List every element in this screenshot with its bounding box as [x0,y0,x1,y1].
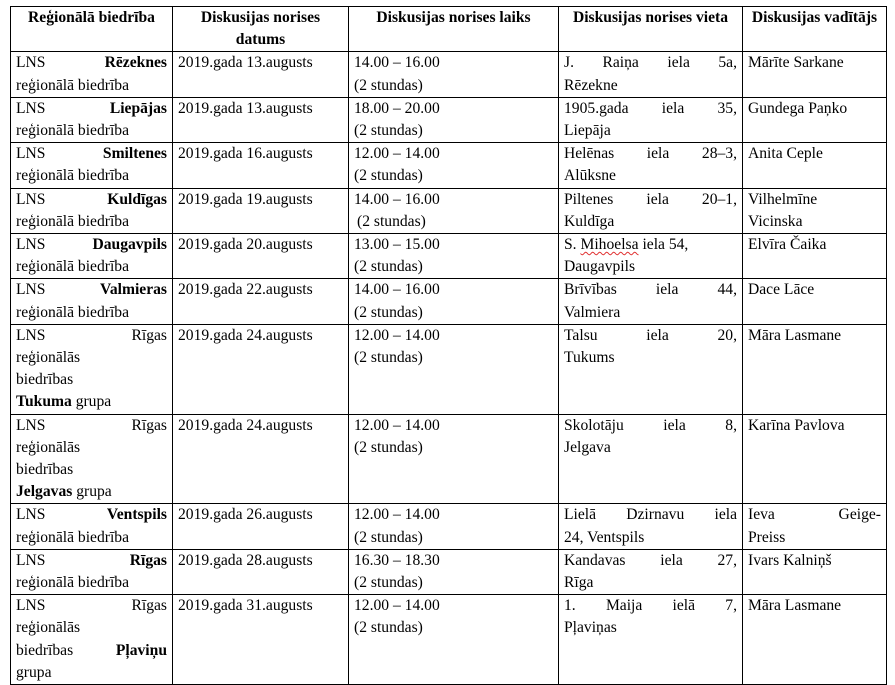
region-cell [11,188,173,233]
date-cell: 2019.gada 31.augusts [173,595,349,685]
region-name: Smiltenes [102,145,167,163]
region-line-1 [16,595,167,617]
table-header [11,7,887,52]
place-cell [559,188,743,233]
date-cell: 2019.gada 22.augusts [173,279,349,324]
place-cell [559,279,743,324]
table-row [11,414,887,504]
place-line-2: Rēzekne [564,76,618,94]
region-tail: grupa [76,483,112,501]
place-line-2: Liepāja [564,122,611,140]
region-name: Pļaviņu [115,641,167,659]
table-row [11,595,887,685]
place-line-1: Talsu iela 20, [564,326,737,344]
place-street-number: iela 54, [642,236,689,254]
time-range: 14.00 – 16.00 [354,281,440,299]
region-line-1 [16,550,167,572]
region-prefix: LNS [16,506,46,524]
region-line-1 [16,279,167,301]
region-cell [11,595,173,685]
leader-cell: Māra Lasmane [743,595,887,685]
time-cell [349,234,559,279]
header-time: Diskusijas norises laiks [349,7,559,52]
region-suffix: reģionālā biedrība [16,258,130,276]
table-body [11,52,887,685]
time-range: 12.00 – 14.00 [354,506,440,524]
region-parent: Rīgas [131,597,167,615]
place-line-1: Lielā Dzirnavu iela [564,506,737,524]
region-biedribas: biedrības [16,641,74,659]
time-cell [349,188,559,233]
region-cell [11,504,173,549]
region-name: Rēzeknes [104,54,167,72]
region-name: Liepājas [109,99,167,117]
region-line-2: reģionālās [16,619,81,637]
region-prefix: LNS [16,281,46,299]
place-cell [559,549,743,594]
place-line-1: Kandavas iela 27, [564,551,737,569]
place-line-2: 24, Ventspils [564,528,645,546]
date-cell: 2019.gada 24.augusts [173,414,349,504]
region-suffix: reģionālā biedrība [16,528,130,546]
place-line-1: Brīvības iela 44, [564,281,737,299]
date-cell: 2019.gada 28.augusts [173,549,349,594]
time-cell [349,549,559,594]
region-name: Rīgas [129,551,167,569]
place-line-2: Rīga [564,574,594,592]
region-suffix: reģionālā biedrība [16,303,130,321]
region-prefix: LNS [16,326,46,344]
region-line-1 [16,98,167,120]
date-cell: 2019.gada 19.augusts [173,188,349,233]
region-line-3 [16,640,167,662]
table-row [11,97,887,142]
place-cell [559,234,743,279]
time-cell [349,52,559,97]
duration: (2 stundas) [354,619,423,637]
region-cell [11,143,173,188]
place-cell [559,504,743,549]
region-line-2: reģionālās [16,438,81,456]
header-row [11,7,887,52]
region-name: Jelgavas [16,483,73,501]
place-line-2: Alūksne [564,167,616,185]
region-cell [11,414,173,504]
duration: (2 stundas) [354,122,423,140]
time-range: 12.00 – 14.00 [354,416,440,434]
region-prefix: LNS [16,145,46,163]
region-line-1 [16,189,167,211]
region-prefix: LNS [16,416,46,434]
duration: (2 stundas) [354,76,423,94]
region-line-1 [16,143,167,165]
region-line-4 [16,481,167,503]
place-line-1: Skolotāju iela 8, [564,416,737,434]
time-range: 12.00 – 14.00 [354,145,440,163]
region-name: Ventspils [106,506,167,524]
region-line-1 [16,234,167,256]
region-line-1 [16,52,167,74]
place-cell [559,143,743,188]
leader-line-2: Preiss [748,528,786,546]
header-date: Diskusijas norises datums [173,7,349,52]
region-tail: grupa [16,663,52,681]
place-cell [559,595,743,685]
time-cell [349,279,559,324]
duration: (2 stundas) [354,167,423,185]
region-parent: Rīgas [131,326,167,344]
region-line-4 [16,391,167,413]
time-range: 12.00 – 14.00 [354,597,440,615]
place-line-2: Pļaviņas [564,619,617,637]
place-line-1: J. Raiņa iela 5a, [564,54,737,72]
time-cell [349,143,559,188]
date-cell: 2019.gada 16.augusts [173,143,349,188]
place-initial: S. [564,236,577,254]
region-line-1 [16,325,167,347]
date-cell: 2019.gada 26.augusts [173,504,349,549]
leader-cell: Mārīte Sarkane [743,52,887,97]
region-cell [11,324,173,414]
region-line-2: reģionālās [16,349,81,367]
region-name: Valmieras [100,281,167,299]
table-row [11,549,887,594]
time-cell [349,595,559,685]
leader-cell [743,504,887,549]
table-row [11,52,887,97]
place-line-1: 1. Maija ielā 7, [564,597,737,615]
table-row [11,279,887,324]
time-cell [349,504,559,549]
leader-line-2: Vicinska [748,212,803,230]
time-range: 13.00 – 15.00 [354,236,440,254]
discussion-schedule-table [10,6,887,685]
place-line-2: Jelgava [564,438,611,456]
region-cell [11,549,173,594]
leader-cell [743,188,887,233]
time-range: 16.30 – 18.30 [354,551,440,569]
region-prefix: LNS [16,190,46,208]
place-line-1: 1905.gada iela 35, [564,99,737,117]
leader-line-1: Ieva Geige- [748,506,881,524]
region-tail: grupa [75,393,112,411]
spellcheck-marked-word: Mihoelsa [580,236,639,254]
leader-cell: Dace Lāce [743,279,887,324]
duration: (2 stundas) [354,574,423,592]
table-row [11,143,887,188]
time-cell [349,97,559,142]
place-line-2: Daugavpils [564,258,636,276]
place-cell [559,414,743,504]
region-suffix: reģionālā biedrība [16,212,130,230]
region-name: Tukuma [16,393,72,411]
table-row [11,188,887,233]
place-line-1: Helēnas iela 28–3, [564,145,737,163]
date-cell: 2019.gada 24.augusts [173,324,349,414]
region-parent: Rīgas [131,416,167,434]
leader-cell: Māra Lasmane [743,324,887,414]
region-cell [11,52,173,97]
table-row [11,324,887,414]
region-prefix: LNS [16,54,46,72]
header-leader: Diskusijas vadītājs [743,7,887,52]
duration: (2 stundas) [354,258,423,276]
date-cell: 2019.gada 20.augusts [173,234,349,279]
region-suffix: reģionālā biedrība [16,574,130,592]
time-range: 12.00 – 14.00 [354,326,440,344]
place-line-2: Valmiera [564,303,621,321]
region-prefix: LNS [16,99,46,117]
time-range: 18.00 – 20.00 [354,99,440,117]
region-line-3: biedrības [16,461,74,479]
date-cell: 2019.gada 13.augusts [173,97,349,142]
place-line-1: Piltenes iela 20–1, [564,190,737,208]
place-cell [559,324,743,414]
leader-line-1: Vilhelmīne [748,190,818,208]
duration: (2 stundas) [354,438,423,456]
place-cell [559,97,743,142]
header-region: Reģionālā biedrība [11,7,173,52]
place-line-1 [564,234,737,256]
leader-cell: Gundega Paņko [743,97,887,142]
duration: (2 stundas) [354,349,423,367]
table-row [11,234,887,279]
leader-cell: Anita Ceple [743,143,887,188]
time-range: 14.00 – 16.00 [354,54,440,72]
region-name: Kuldīgas [107,190,167,208]
region-line-1 [16,415,167,437]
leader-cell: Ivars Kalniņš [743,549,887,594]
region-prefix: LNS [16,551,46,569]
duration: (2 stundas) [357,212,426,230]
date-cell: 2019.gada 13.augusts [173,52,349,97]
region-name: Daugavpils [92,236,167,254]
time-cell [349,414,559,504]
region-line-3: biedrības [16,371,74,389]
region-prefix: LNS [16,597,46,615]
duration: (2 stundas) [354,528,423,546]
header-place: Diskusijas norises vieta [559,7,743,52]
place-cell [559,52,743,97]
region-cell [11,97,173,142]
place-line-2: Tukums [564,349,615,367]
region-suffix: reģionālā biedrība [16,167,130,185]
region-line-1 [16,504,167,526]
region-cell [11,234,173,279]
table-row [11,504,887,549]
region-cell [11,279,173,324]
region-suffix: reģionālā biedrība [16,76,130,94]
leader-cell: Karīna Pavlova [743,414,887,504]
duration: (2 stundas) [354,303,423,321]
leader-cell: Elvīra Čaika [743,234,887,279]
time-cell [349,324,559,414]
place-line-2: Kuldīga [564,212,615,230]
region-suffix: reģionālā biedrība [16,122,130,140]
time-range: 14.00 – 16.00 [354,190,440,208]
region-prefix: LNS [16,236,46,254]
